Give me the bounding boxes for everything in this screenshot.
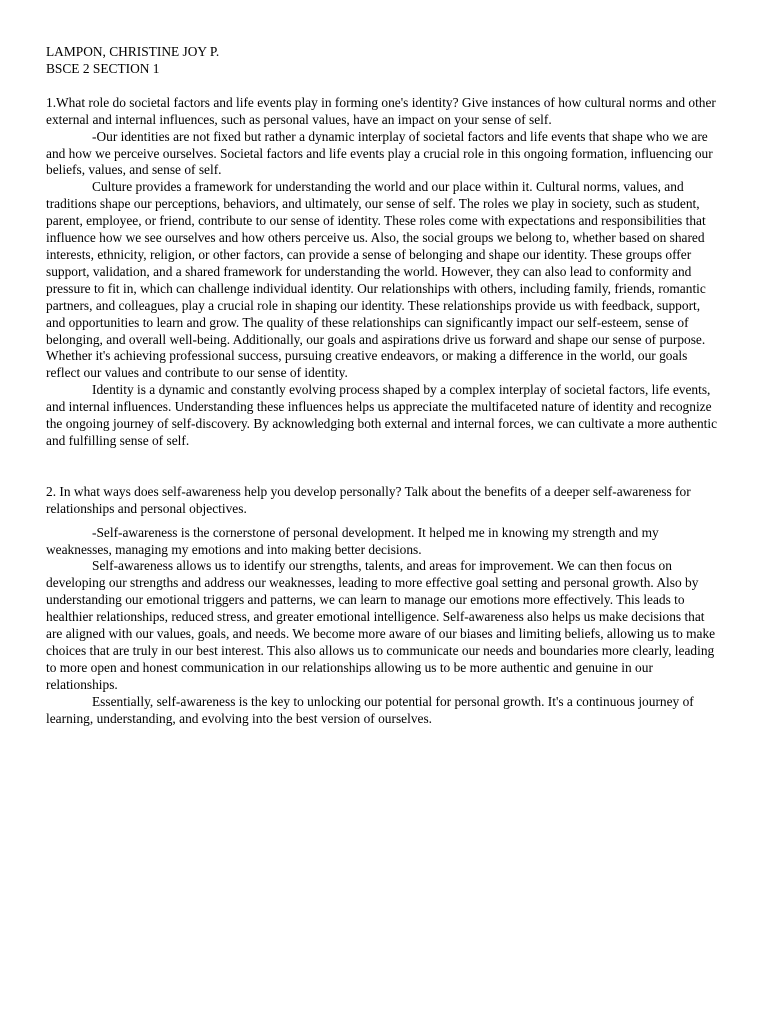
answer-2-paragraph-3: Essentially, self-awareness is the key to unlocking our potential for personal growth. It's a continuous journey of learning, understanding, and evolving into the best version of ourselves. [46, 693, 694, 726]
answer-1-paragraph-1: -Our identities are not fixed but rather a dynamic interplay of societal factors and life events that shape who we are and how we perceive ourselves. Societal factors and life events play a crucial role in this ongoing formation, influencing our beliefs, values, and sense of self. [46, 128, 713, 178]
answer-1-paragraph-2: Culture provides a framework for understanding the world and our place within it. Cultural norms, values, and traditions shape our perceptions, behaviors, and ultimately, our sense of self. The roles we play in society, such as student, parent, employee, or friend, contribute to our sense of identity. These roles come with expectations and responsibilities that influence how we see ourselves and how others perceive us. Also, the social groups we belong to, whether based on shared interests, ethnicity, religion, or other factors, can provide a sense of belonging and shape our identity. These groups offer support, validation, and a shared framework for understanding the world. However, they can also lead to conformity and pressure to fit in, which can challenge individual identity. Our relationships with others, including family, friends, romantic partners, and colleagues, play a crucial role in shaping our identity. These relationships provide us with feedback, support, and opportunities to learn and grow. The quality of these relationships can significantly impact our self-esteem, sense of belonging, and overall well-being. Additionally, our goals and aspirations drive us forward and shape our sense of purpose. Whether it's achieving professional success, pursuing creative endeavors, or making a difference in the world, our goals reflect our values and contribute to our sense of identity. [46, 179, 706, 381]
student-name: LAMPON, CHRISTINE JOY P. [46, 44, 220, 59]
document-page [46, 44, 722, 728]
student-section: BSCE 2 SECTION 1 [46, 60, 160, 76]
question-1: 1.What role do societal factors and life events play in forming one's identity? Give instances of how cultural norms and other external and internal influences, such as personal values, have an impact on your sense of self. [46, 94, 716, 127]
spacer [46, 518, 722, 525]
question-2: 2. In what ways does self-awareness help you develop personally? Talk about the benefits of a deeper self-awareness for relationships and personal objectives. [46, 483, 691, 516]
spacer [46, 78, 722, 95]
spacer [46, 450, 722, 484]
answer-2-paragraph-2: Self-awareness allows us to identify our strengths, talents, and areas for improvement. We can then focus on developing our strengths and address our weaknesses, leading to more effective goal setting and personal growth. Also by understanding our emotional triggers and patterns, we can learn to manage our emotions more effectively. This leads to healthier relationships, reduced stress, and greater emotional intelligence. Self-awareness also helps us make decisions that are aligned with our values, goals, and needs. We become more aware of our biases and limiting beliefs, allowing us to make choices that are truly in our best interest. This also allows us to communicate our needs and boundaries more clearly, leading to more open and honest communication in our relationships allowing us to be more authentic and genuine in our relationships. [46, 558, 716, 692]
answer-2-paragraph-1: -Self-awareness is the cornerstone of personal development. It helped me in knowing my strength and my weaknesses, managing my emotions and into making better decisions. [46, 524, 659, 557]
answer-1-paragraph-3: Identity is a dynamic and constantly evolving process shaped by a complex interplay of societal factors, life events, and internal influences. Understanding these influences helps us appreciate the multifaceted nature of identity and recognize the ongoing journey of self-discovery. By acknowledging both external and internal forces, we can cultivate a more authentic and fulfilling sense of self. [46, 382, 718, 448]
